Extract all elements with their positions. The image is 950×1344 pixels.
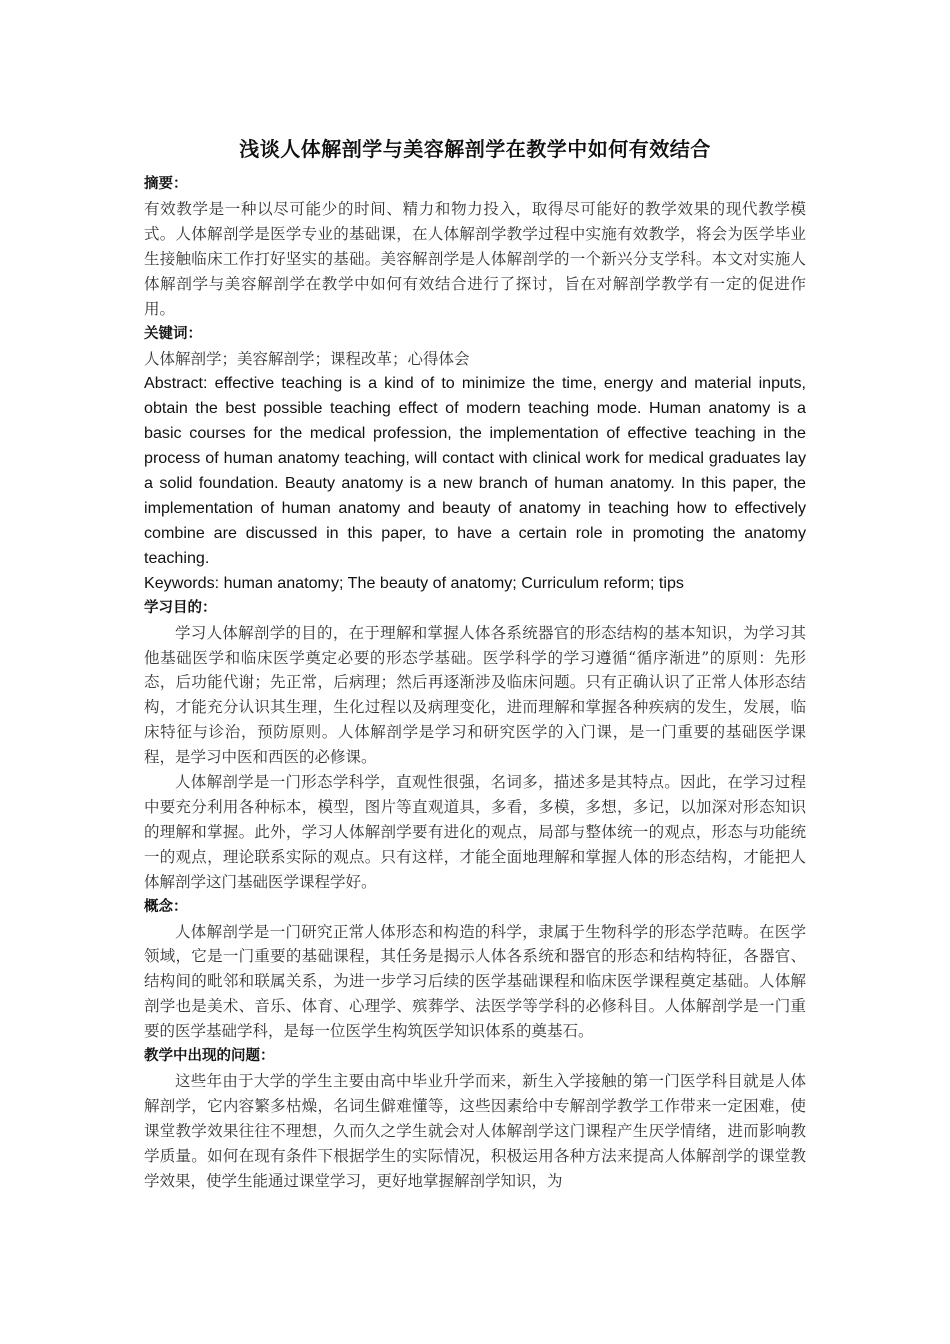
purpose-heading: 学习目的：	[144, 599, 217, 616]
keywords-en-text: Keywords: human anatomy; The beauty of anatomy; Curriculum reform; tips	[144, 573, 684, 592]
problems-paragraph: 这些年由于大学的学生主要由高中毕业升学而来，新生入学接触的第一门医学科目就是人体解剖学，它内容繁多枯燥，名词生僻难懂等，这些因素给中专解剖学教学工作带来一定困难，使课堂教学效果往往不理想，久而久之学生就会对人体解剖学这门课程产生厌学情绪，进而影响教学质量。如何在现有条件下根据学生的实际情况，积极运用各种方法来提高人体解剖学的课堂教学效果，使学生能通过课堂学习，更好地掌握解剖学知识，为	[144, 1072, 806, 1190]
abstract-cn-text: 有效教学是一种以尽可能少的时间、精力和物力投入，取得尽可能好的教学效果的现代教学模式。人体解剖学是医学专业的基础课，在人体解剖学教学过程中实施有效教学，将会为医学毕业生接触临床工作打好坚实的基础。美容解剖学是人体解剖学的一个新兴分支学科。本文对实施人体解剖学与美容解剖学在教学中如何有效结合进行了探讨，旨在对解剖学教学有一定的促进作用。	[144, 200, 806, 318]
purpose-paragraph-2: 人体解剖学是一门形态学科学，直观性很强，名词多，描述多是其特点。因此，在学习过程中要充分利用各种标本，模型，图片等直观道具，多看，多模，多想，多记，以加深对形态知识的理解和掌握。此外，学习人体解剖学要有进化的观点，局部与整体统一的观点，形态与功能统一的观点，理论联系实际的观点。只有这样，才能全面地理解和掌握人体的形态结构，才能把人体解剖学这门基础医学课程学好。	[144, 773, 806, 891]
purpose-paragraph-1: 学习人体解剖学的目的，在于理解和掌握人体各系统器官的形态结构的基本知识，为学习其他基础医学和临床医学奠定必要的形态学基础。医学科学的学习遵循“循序渐进”的原则：先形态，后功能代谢；先正常，后病理；然后再逐渐涉及临床问题。只有正确认识了正常人体形态结构，才能充分认识其生理，生化过程以及病理变化，进而理解和掌握各种疾病的发生，发展，临床特征与诊治，预防原则。人体解剖学是学习和研究医学的入门课，是一门重要的基础医学课程，是学习中医和西医的必修课。	[144, 623, 806, 767]
concept-heading: 概念：	[144, 898, 188, 915]
document-page	[144, 132, 806, 1194]
keywords-cn-heading: 关键词：	[144, 325, 202, 342]
concept-paragraph: 人体解剖学是一门研究正常人体形态和构造的科学，隶属于生物科学的形态学范畴。在医学领域，它是一门重要的基础课程，其任务是揭示人体各系统和器官的形态和结构特征，各器官、结构间的毗邻和联属关系，为进一步学习后续的医学基础课程和临床医学课程奠定基础。人体解剖学也是美术、音乐、体育、心理学、殡葬学、法医学等学科的必修科目。人体解剖学是一门重要的医学基础学科，是每一位医学生构筑医学知识体系的奠基石。	[144, 922, 806, 1041]
abstract-en-text: Abstract: effective teaching is a kind of to minimize the time, energy and material inputs, obtain the best possible teaching effect of modern teaching mode. Human anatomy is a basic courses for the medical profession, the implementation of effective teaching in the process of human anatomy teaching, will contact with clinical work for medical graduates lay a solid foundation. Beauty anatomy is a new branch of human anatomy. In this paper, the implementation of human anatomy and beauty of anatomy in teaching how to effectively combine are discussed in this paper, to have a certain role in promoting the anatomy teaching.	[144, 374, 806, 567]
document-title: 浅谈人体解剖学与美容解剖学在教学中如何有效结合	[239, 137, 711, 161]
keywords-cn-text: 人体解剖学；美容解剖学；课程改革；心得体会	[144, 349, 470, 368]
problems-heading: 教学中出现的问题：	[144, 1048, 275, 1065]
abstract-cn-heading: 摘要：	[144, 176, 188, 192]
